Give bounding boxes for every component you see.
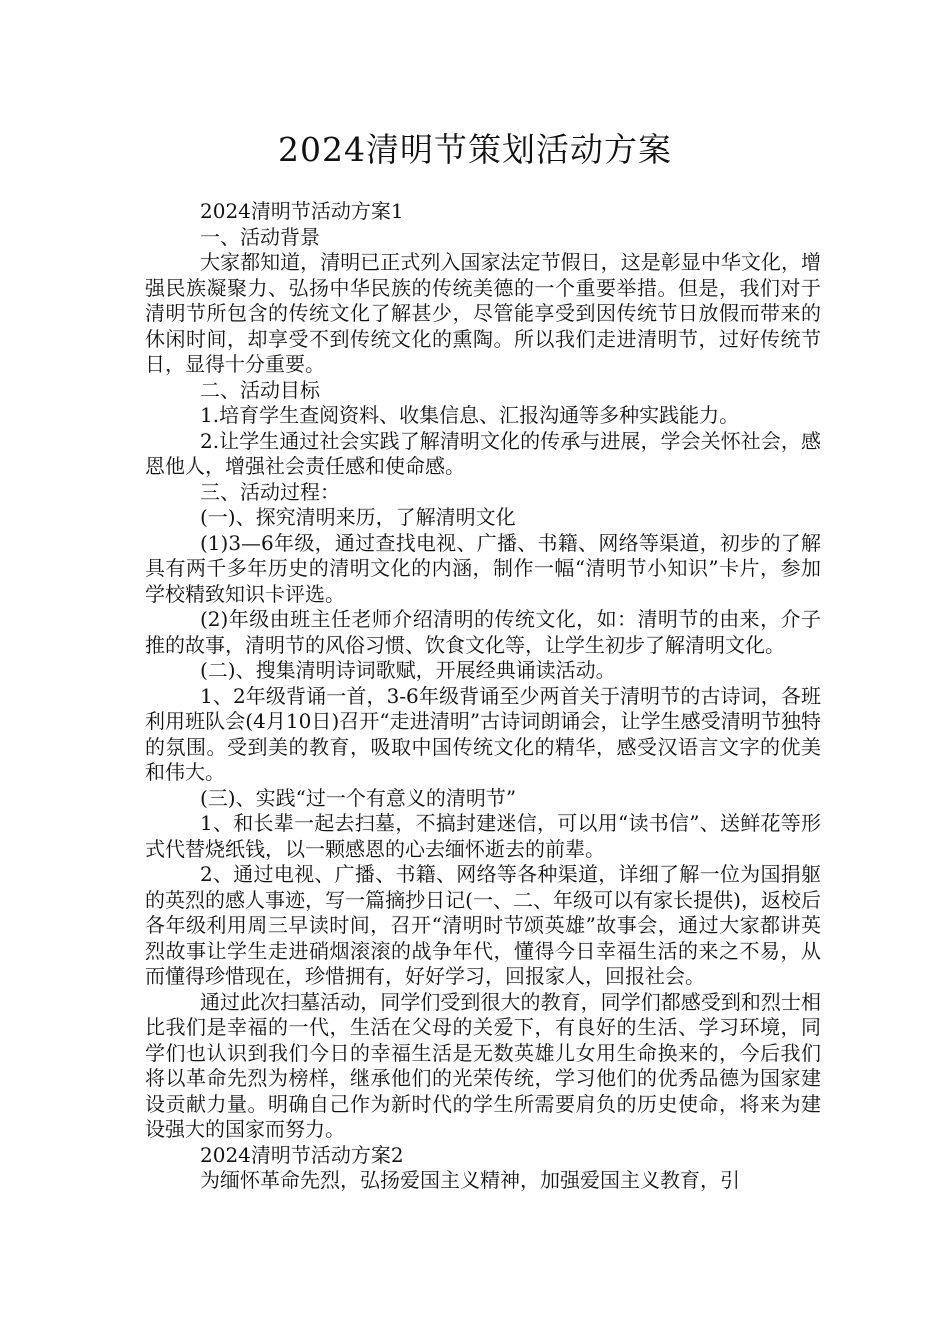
paragraph: 大家都知道，清明已正式列入国家法定节假日，这是彰显中华文化，增强民族凝聚力、弘扬中华民族的传统美德的一个重要举措。但是，我们对于清明节所包含的传统文化了解甚少，尽管能享受到因传统节日放假而带来的休闲时间，却享受不到传统文化的熏陶。所以我们走进清明节，过好传统节日，显得十分重要。 bbox=[145, 250, 821, 376]
paragraph: (1)3—6年级，通过查找电视、广播、书籍、网络等渠道，初步的了解具有两千多年历史的清明文化的内涵，制作一幅“清明节小知识”卡片，参加学校精致知识卡评选。 bbox=[145, 530, 821, 606]
paragraph: (三)、实践“过一个有意义的清明节” bbox=[200, 785, 517, 810]
paragraph: 2.让学生通过社会实践了解清明文化的传承与进展，学会关怀社会，感恩他人，增强社会责任感和使命感。 bbox=[145, 428, 821, 478]
paragraph: 1、2年级背诵一首，3-6年级背诵至少两首关于清明节的古诗词，各班利用班队会(4月10日)召开“走进清明”古诗词朗诵会，让学生感受清明节独特的氛围。受到美的教育，吸取中国传统文化的精华，感受汉语言文字的优美和伟大。 bbox=[145, 683, 821, 784]
paragraph: 1、和长辈一起去扫墓，不搞封建迷信，可以用“读书信”、送鲜花等形式代替烧纸钱，以一颗感恩的心去缅怀逝去的前辈。 bbox=[145, 811, 821, 861]
paragraph: 1.培育学生查阅资料、收集信息、汇报沟通等多种实践能力。 bbox=[200, 403, 740, 427]
paragraph: 2024清明节活动方案2 bbox=[200, 1142, 404, 1167]
paragraph: 2、通过电视、广播、书籍、网络等各种渠道，详细了解一位为国捐躯的英烈的感人事迹，写一篇摘抄日记(一、二、年级可以有家长提供)，返校后各年级利用周三早读时间，召开“清明时节颂英雄”故事会，通过大家都讲英烈故事让学生走进硝烟滚滚的战争年代，懂得今日幸福生活的来之不易，从而懂得珍惜现在，珍惜拥有，好好学习，回报家人，回报社会。 bbox=[145, 862, 821, 988]
paragraph: 一、活动背景 bbox=[200, 224, 320, 249]
paragraph: (一)、探究清明来历，了解清明文化 bbox=[200, 505, 516, 529]
paragraph: (二)、搜集清明诗词歌赋，开展经典诵读活动。 bbox=[200, 658, 616, 682]
paragraph: 二、活动目标 bbox=[200, 377, 320, 402]
paragraph: 通过此次扫墓活动，同学们受到很大的教育，同学们都感受到和烈士相比我们是幸福的一代，生活在父母的关爱下，有良好的生活、学习环境，同学们也认识到我们今日的幸福生活是无数英雄儿女用生命换来的，今后我们将以革命先烈为榜样，继承他们的光荣传统，学习他们的优秀品德为国家建设贡献力量。明确自己作为新时代的学生所需要肩负的历史使命，将来为建设强大的国家而努力。 bbox=[145, 989, 821, 1141]
document-title: 2024清明节策划活动方案 bbox=[278, 130, 672, 169]
paragraph: 2024清明节活动方案1 bbox=[200, 199, 404, 223]
paragraph: (2)年级由班主任老师介绍清明的传统文化，如：清明节的由来，介子推的故事，清明节的风俗习惯、饮食文化等，让学生初步了解清明文化。 bbox=[145, 607, 821, 657]
paragraph: 三、活动过程： bbox=[200, 479, 340, 504]
paragraph: 为缅怀革命先烈，弘扬爱国主义精神，加强爱国主义教育，引 bbox=[200, 1168, 740, 1192]
document-body bbox=[145, 199, 821, 1194]
